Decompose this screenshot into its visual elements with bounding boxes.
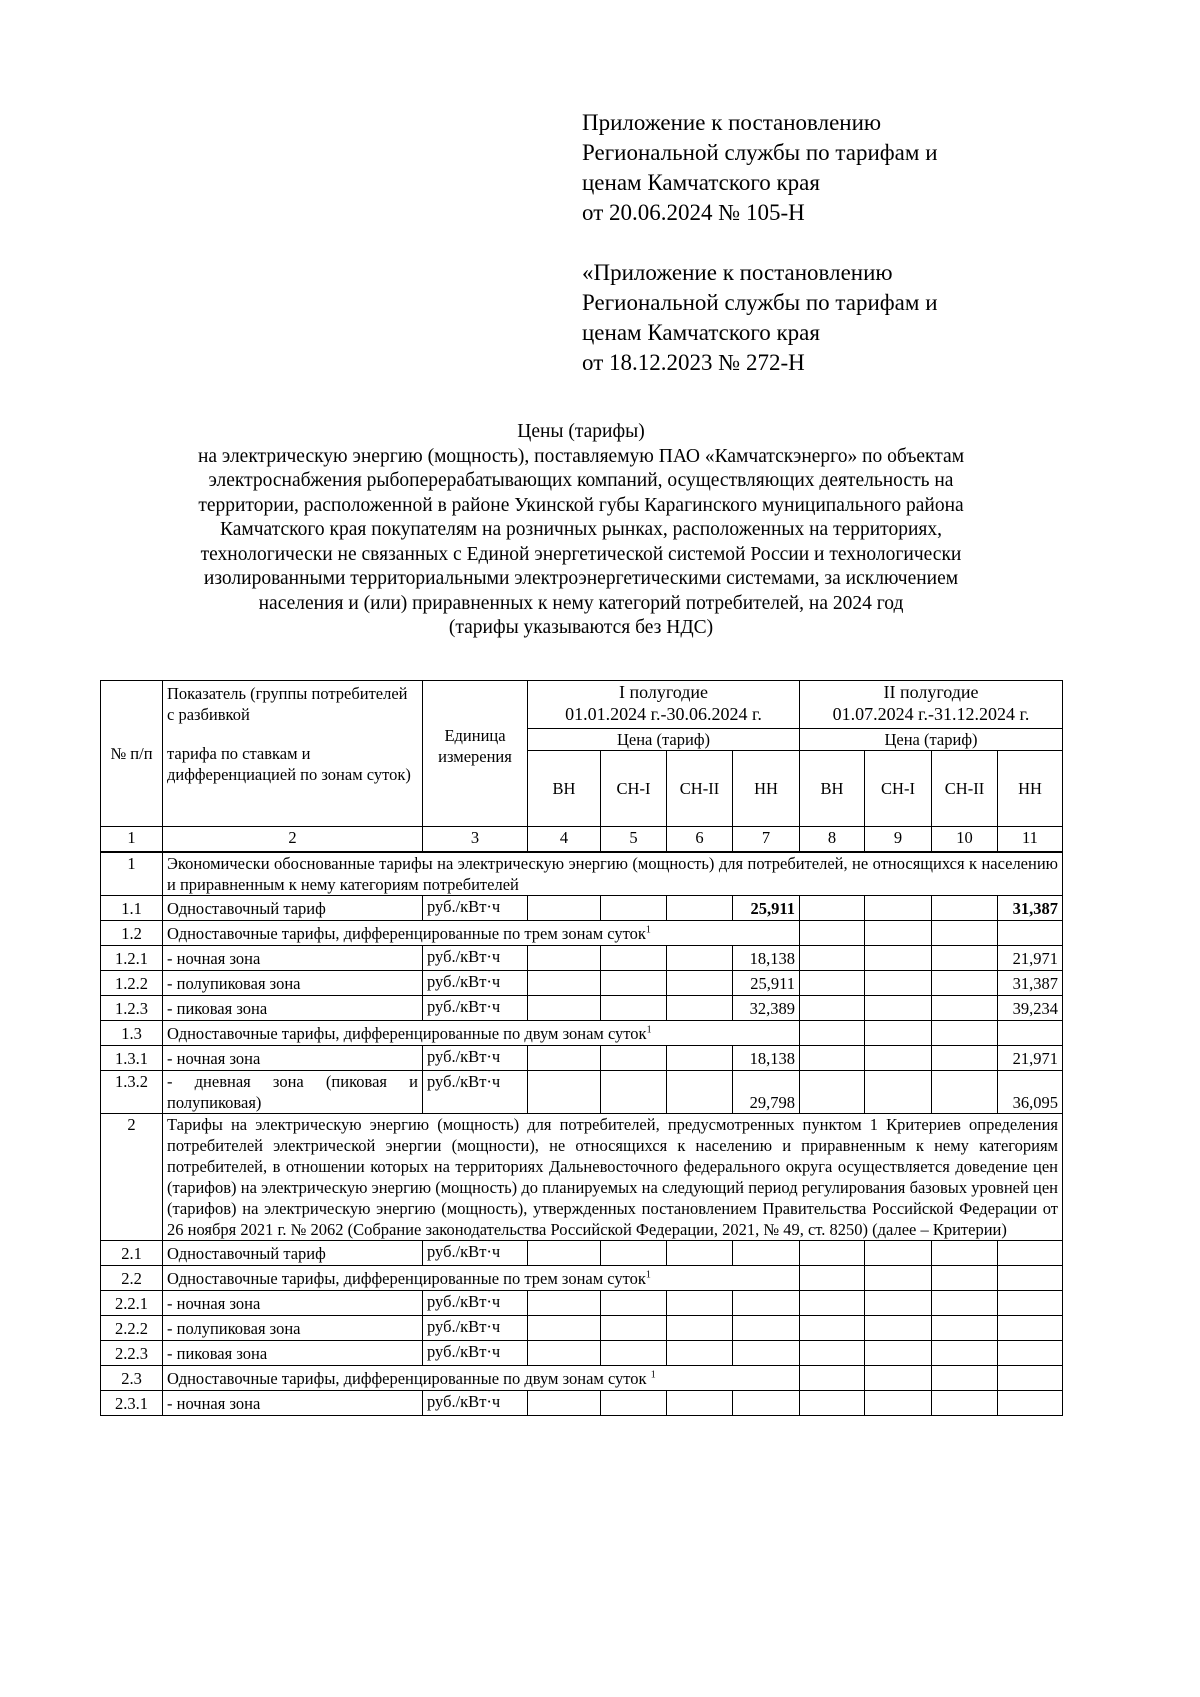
tariff-value	[800, 1341, 865, 1366]
tariff-value	[667, 946, 733, 971]
table-row	[101, 896, 1063, 921]
table-row	[101, 1391, 1063, 1416]
group-title	[163, 1266, 800, 1291]
row-number: 2.1	[101, 1241, 163, 1266]
tariff-value	[733, 1316, 800, 1341]
column-number: 10	[932, 827, 998, 853]
table-row	[101, 1341, 1063, 1366]
empty-cell	[865, 1366, 932, 1391]
tariff-value	[865, 946, 932, 971]
empty-cell	[800, 1266, 865, 1291]
tariff-value	[865, 971, 932, 996]
row-number: 1.3.1	[101, 1046, 163, 1071]
row-number: 1.2.1	[101, 946, 163, 971]
tariff-value	[733, 1341, 800, 1366]
tariff-value	[667, 1391, 733, 1416]
title-line: изолированными территориальными электроэнергетическими системами, за исключением	[203, 568, 959, 589]
indicator-name: - ночная зона	[163, 1291, 423, 1316]
tariff-value	[667, 1316, 733, 1341]
tariff-value	[800, 996, 865, 1021]
tariff-value	[601, 1316, 667, 1341]
tariff-value	[998, 1391, 1063, 1416]
tariff-value	[667, 1241, 733, 1266]
half1-title: I полугодие	[618, 682, 709, 702]
group-title	[163, 921, 800, 946]
indicator-name: Одноставочный тариф	[163, 1241, 423, 1266]
unit-cell: руб./кВт·ч	[423, 1341, 528, 1366]
unit-cell: руб./кВт·ч	[423, 1291, 528, 1316]
column-number: 9	[865, 827, 932, 853]
tariff-value: 31,387	[998, 896, 1063, 921]
title-line: электроснабжения рыбоперерабатывающих компаний, осуществляющих деятельность на	[208, 470, 954, 491]
title-line: на электрическую энергию (мощность), поставляемую ПАО «Камчатскэнерго» по объектам	[197, 445, 965, 467]
tariff-value	[865, 1071, 932, 1114]
tariff-value	[865, 1391, 932, 1416]
tariff-value	[800, 1046, 865, 1071]
tariff-value	[667, 1071, 733, 1114]
document-title	[100, 420, 1062, 641]
unit-cell: руб./кВт·ч	[423, 1391, 528, 1416]
group-title-text: Одноставочные тарифы, дифференцированные по трем зонам суток	[167, 1268, 646, 1288]
unit-cell: руб./кВт·ч	[423, 1241, 528, 1266]
column-number: 3	[423, 827, 528, 853]
tariff-value	[528, 1241, 601, 1266]
tariff-value	[528, 1316, 601, 1341]
header-price-2: Цена (тариф)	[800, 729, 1063, 751]
tariff-value	[800, 1316, 865, 1341]
tariff-value: 25,911	[733, 896, 800, 921]
table-row	[101, 1266, 1063, 1291]
tariff-value	[998, 1316, 1063, 1341]
footnote-mark: 1	[645, 924, 651, 935]
table-row	[101, 921, 1063, 946]
tariff-value	[601, 896, 667, 921]
title-line: Цены (тарифы)	[517, 421, 645, 442]
empty-cell	[800, 1366, 865, 1391]
tariff-value	[800, 1291, 865, 1316]
empty-cell	[998, 1366, 1063, 1391]
tariff-value	[528, 1341, 601, 1366]
tariff-value	[667, 1341, 733, 1366]
row-number: 2.3	[101, 1366, 163, 1391]
unit-cell: руб./кВт·ч	[423, 996, 528, 1021]
group-title	[163, 1366, 800, 1391]
tariff-value: 21,971	[998, 1046, 1063, 1071]
tariff-value	[667, 1046, 733, 1071]
title-line: технологически не связанных с Единой энергетической системой России и технологически	[200, 543, 962, 565]
header-voltage-level: НН	[998, 751, 1063, 827]
indicator-name: - ночная зона	[163, 1391, 423, 1416]
tariff-value	[932, 896, 998, 921]
tariff-value	[601, 1341, 667, 1366]
header-voltage-level: СН-I	[601, 751, 667, 827]
appendix-line: Приложение к постановлению	[582, 110, 882, 135]
header-indicator-b: тарифа по ставкам и дифференциацией по зонам суток)	[167, 744, 411, 784]
tariff-value: 21,971	[998, 946, 1063, 971]
tariff-value: 32,389	[733, 996, 800, 1021]
tariff-value	[865, 1046, 932, 1071]
header-indicator	[163, 681, 423, 827]
tariff-value	[667, 971, 733, 996]
empty-cell	[865, 1021, 932, 1046]
column-number: 2	[163, 827, 423, 853]
group-title-text: Одноставочные тарифы, дифференцированные по двум зонам суток	[167, 1368, 651, 1388]
indicator-name: - пиковая зона	[163, 996, 423, 1021]
header-unit: Единица измерения	[423, 681, 528, 827]
footnote-mark: 1	[646, 1024, 652, 1035]
tariff-value	[601, 1391, 667, 1416]
tariff-value	[528, 1291, 601, 1316]
appendix-line: от 18.12.2023 № 272-Н	[582, 350, 805, 375]
header-voltage-level: СН-II	[667, 751, 733, 827]
appendix-reference	[582, 108, 938, 228]
row-number: 2.2	[101, 1266, 163, 1291]
empty-cell	[800, 1021, 865, 1046]
column-number: 7	[733, 827, 800, 853]
tariff-value	[998, 1241, 1063, 1266]
empty-cell	[998, 1266, 1063, 1291]
section-title: Экономически обоснованные тарифы на электрическую энергию (мощность) для потребителей, не относящихся к населению и приравненным к нему категориям потребителей	[163, 852, 1063, 896]
tariff-value	[800, 971, 865, 996]
tariff-value	[733, 1241, 800, 1266]
empty-cell	[800, 921, 865, 946]
column-number: 5	[601, 827, 667, 853]
unit-cell: руб./кВт·ч	[423, 1316, 528, 1341]
empty-cell	[932, 1366, 998, 1391]
tariff-value	[528, 996, 601, 1021]
header-half2	[800, 681, 1063, 729]
indicator-name: - дневная зона (пиковая и полупиковая)	[163, 1071, 423, 1114]
appendix-line: ценам Камчатского края	[582, 170, 820, 195]
column-number: 4	[528, 827, 601, 853]
tariff-value	[601, 1291, 667, 1316]
empty-cell	[998, 921, 1063, 946]
table-row	[101, 1046, 1063, 1071]
tariff-value	[800, 896, 865, 921]
tariff-value	[998, 1341, 1063, 1366]
tariff-value	[932, 1071, 998, 1114]
title-line: территории, расположенной в районе Укинской губы Карагинского муниципального района	[198, 494, 964, 516]
tariff-value	[601, 996, 667, 1021]
row-number: 1.2	[101, 921, 163, 946]
tariff-value: 31,387	[998, 971, 1063, 996]
empty-cell	[932, 1021, 998, 1046]
table-row	[101, 1241, 1063, 1266]
tariff-value	[601, 1071, 667, 1114]
table-row	[101, 1114, 1063, 1241]
tariff-value	[601, 971, 667, 996]
tariff-value	[528, 1071, 601, 1114]
tariff-value	[932, 1241, 998, 1266]
unit-cell: руб./кВт·ч	[423, 971, 528, 996]
row-number: 1	[101, 852, 163, 896]
tariff-value: 36,095	[998, 1071, 1063, 1114]
tariff-value	[528, 1391, 601, 1416]
tariff-value	[667, 1291, 733, 1316]
table-row	[101, 852, 1063, 896]
group-title-text: Одноставочные тарифы, дифференцированные по двум зонам суток	[167, 1023, 647, 1043]
tariff-value	[932, 1391, 998, 1416]
tariff-value	[528, 971, 601, 996]
tariff-value	[932, 1291, 998, 1316]
tariff-value	[865, 1316, 932, 1341]
header-voltage-level: ВН	[528, 751, 601, 827]
tariff-value	[528, 896, 601, 921]
row-number: 1.2.2	[101, 971, 163, 996]
appendix-quoted-reference	[582, 258, 938, 378]
indicator-name: - ночная зона	[163, 1046, 423, 1071]
appendix-line: Региональной службы по тарифам и	[582, 140, 938, 165]
tariff-value	[865, 996, 932, 1021]
indicator-name: - пиковая зона	[163, 1341, 423, 1366]
header-voltage-level: СН-II	[932, 751, 998, 827]
tariff-value	[601, 1046, 667, 1071]
tariff-value	[528, 1046, 601, 1071]
indicator-name: Одноставочный тариф	[163, 896, 423, 921]
tariff-value	[932, 1341, 998, 1366]
empty-cell	[932, 1266, 998, 1291]
tariff-table	[100, 680, 1063, 1416]
empty-cell	[865, 1266, 932, 1291]
tariff-value	[733, 1391, 800, 1416]
column-number: 8	[800, 827, 865, 853]
header-voltage-level: СН-I	[865, 751, 932, 827]
row-number: 2	[101, 1114, 163, 1241]
table-row	[101, 996, 1063, 1021]
tariff-value: 25,911	[733, 971, 800, 996]
table-row	[101, 971, 1063, 996]
title-line: населения и (или) приравненных к нему категорий потребителей, на 2024 год	[258, 592, 904, 614]
tariff-value	[667, 996, 733, 1021]
header-price-1: Цена (тариф)	[528, 729, 800, 751]
row-number: 2.3.1	[101, 1391, 163, 1416]
indicator-name: - ночная зона	[163, 946, 423, 971]
tariff-value	[865, 1241, 932, 1266]
section-title: Тарифы на электрическую энергию (мощность) для потребителей, предусмотренных пунктом 1 Критериев определения потребителей электрической энергии (мощности), не относящихся к населению и приравненным к нему категориям потребителей, в отношении которых на территориях Дальневосточного федерального округа осуществляется доведение цен (тарифов) на электрическую энергию (мощность) до планируемых на следующий период регулирования базовых уровней цен (тарифов) на электрическую энергию (мощность), утвержденных постановлением Правительства Российской Федерации от 26 ноября 2021 г. № 2062 (Собрание законодательства Российской Федерации, 2021, № 49, ст. 8250) (далее – Критерии)	[163, 1114, 1063, 1241]
tariff-value	[932, 1316, 998, 1341]
tariff-value: 39,234	[998, 996, 1063, 1021]
table-row	[101, 1366, 1063, 1391]
tariff-value	[998, 1291, 1063, 1316]
header-indicator-a: Показатель (группы потребителей с разбивкой	[167, 684, 408, 724]
indicator-name: - полупиковая зона	[163, 971, 423, 996]
row-number: 1.2.3	[101, 996, 163, 1021]
title-line: Камчатского края покупателям на розничных рынках, расположенных на территориях,	[220, 519, 942, 540]
table-row	[101, 1071, 1063, 1114]
appendix-line: ценам Камчатского края	[582, 320, 820, 345]
header-num: № п/п	[101, 681, 163, 827]
tariff-value: 18,138	[733, 946, 800, 971]
table-row	[101, 1316, 1063, 1341]
tariff-value	[865, 1341, 932, 1366]
tariff-value	[865, 896, 932, 921]
tariff-value	[800, 1391, 865, 1416]
column-number: 6	[667, 827, 733, 853]
unit-cell: руб./кВт·ч	[423, 946, 528, 971]
tariff-value: 29,798	[733, 1071, 800, 1114]
empty-cell	[998, 1021, 1063, 1046]
tariff-value	[601, 1241, 667, 1266]
unit-cell: руб./кВт·ч	[423, 896, 528, 921]
tariff-value	[932, 971, 998, 996]
group-title	[163, 1021, 800, 1046]
table-row	[101, 946, 1063, 971]
tariff-value	[667, 896, 733, 921]
appendix-line: «Приложение к постановлению	[582, 260, 893, 285]
column-number: 1	[101, 827, 163, 853]
title-line: (тарифы указываются без НДС)	[448, 617, 714, 638]
tariff-value	[528, 946, 601, 971]
tariff-value: 18,138	[733, 1046, 800, 1071]
row-number: 1.3.2	[101, 1071, 163, 1114]
table-row	[101, 1021, 1063, 1046]
group-title-text: Одноставочные тарифы, дифференцированные по трем зонам суток	[167, 923, 646, 943]
indicator-name: - полупиковая зона	[163, 1316, 423, 1341]
row-number: 2.2.3	[101, 1341, 163, 1366]
tariff-value	[932, 1046, 998, 1071]
header-half1	[528, 681, 800, 729]
row-number: 2.2.2	[101, 1316, 163, 1341]
unit-cell: руб./кВт·ч	[423, 1071, 528, 1114]
appendix-line: Региональной службы по тарифам и	[582, 290, 938, 315]
footnote-mark: 1	[645, 1269, 651, 1280]
tariff-value	[601, 946, 667, 971]
half1-dates: 01.01.2024 г.-30.06.2024 г.	[565, 704, 762, 724]
tariff-value	[932, 946, 998, 971]
unit-cell: руб./кВт·ч	[423, 1046, 528, 1071]
half2-title: II полугодие	[883, 682, 979, 702]
tariff-value	[800, 1241, 865, 1266]
tariff-value	[800, 1071, 865, 1114]
row-number: 2.2.1	[101, 1291, 163, 1316]
tariff-value	[733, 1291, 800, 1316]
column-number: 11	[998, 827, 1063, 853]
row-number: 1.1	[101, 896, 163, 921]
half2-dates: 01.07.2024 г.-31.12.2024 г.	[832, 704, 1030, 724]
empty-cell	[932, 921, 998, 946]
row-number: 1.3	[101, 1021, 163, 1046]
header-voltage-level: НН	[733, 751, 800, 827]
footnote-mark: 1	[650, 1369, 656, 1380]
empty-cell	[865, 921, 932, 946]
appendix-line: от 20.06.2024 № 105-Н	[582, 200, 805, 225]
table-row	[101, 1291, 1063, 1316]
tariff-value	[800, 946, 865, 971]
tariff-value	[865, 1291, 932, 1316]
header-voltage-level: ВН	[800, 751, 865, 827]
tariff-value	[932, 996, 998, 1021]
